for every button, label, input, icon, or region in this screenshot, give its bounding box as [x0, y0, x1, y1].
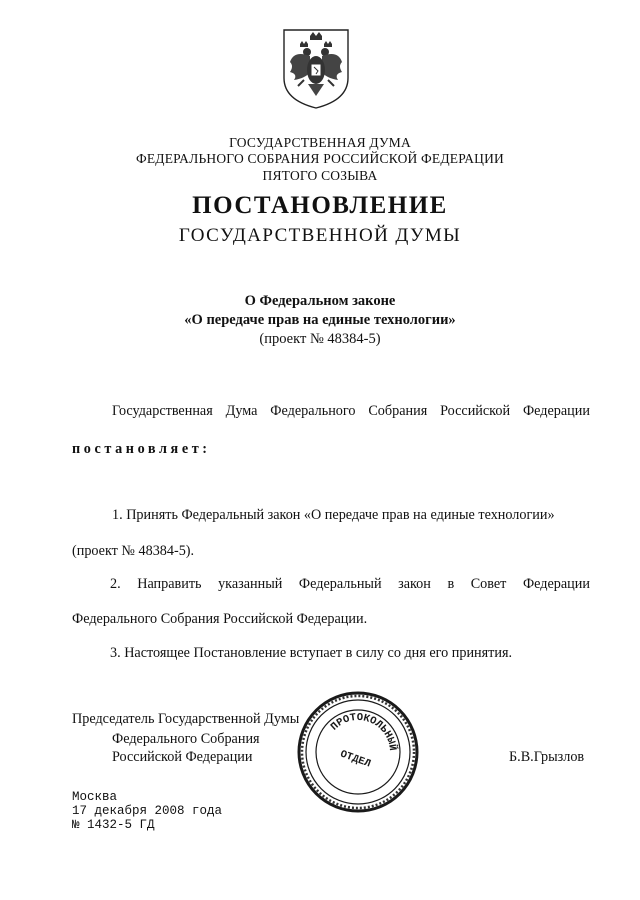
issuer-line-2: ФЕДЕРАЛЬНОГО СОБРАНИЯ РОССИЙСКОЙ ФЕДЕРАЦИИ	[136, 151, 504, 166]
signatory-title-line-2: Федерального Собрания	[112, 731, 260, 747]
preamble-word: Дума	[225, 403, 258, 419]
item-2-word: Направить	[137, 576, 202, 592]
item-2-word: в	[447, 576, 455, 592]
preamble-word: Федерального	[270, 403, 356, 419]
preamble-word: Государственная	[112, 403, 213, 419]
law-title-line-1: О Федеральном законе	[244, 293, 396, 309]
official-stamp	[296, 690, 420, 814]
law-title-line-2: «О передаче прав на единые технологии»	[184, 312, 456, 328]
footer-number: № 1432-5 ГД	[72, 818, 155, 832]
item-3: 3. Настоящее Постановление вступает в силу со дня его принятия.	[110, 645, 513, 661]
signatory-title-line-3: Российской Федерации	[112, 749, 253, 765]
preamble-word: Собрания	[368, 403, 428, 419]
item-2-line-1	[110, 576, 590, 593]
item-2-word: указанный	[218, 576, 283, 592]
signatory-title-line-1: Председатель Государственной Думы	[72, 711, 300, 727]
item-2-word: Федеральный	[298, 576, 382, 592]
item-1-line-1: 1. Принять Федеральный закон «О передаче прав на единые технологии»	[112, 507, 555, 523]
item-2-line-2: Федерального Собрания Российской Федерации.	[72, 611, 368, 627]
law-project-number: (проект № 48384-5)	[259, 331, 381, 347]
item-1-line-2: (проект № 48384-5).	[72, 543, 195, 559]
item-2-word: 2.	[110, 576, 121, 592]
footer-city: Москва	[72, 790, 118, 804]
document-subtitle: ГОСУДАРСТВЕННОЙ ДУМЫ	[178, 225, 462, 246]
item-2-word: Совет	[470, 576, 507, 592]
preamble-word: Российской	[440, 403, 511, 419]
issuer-line-3: ПЯТОГО СОЗЫВА	[262, 168, 378, 183]
preamble-word: Федерации	[522, 403, 590, 419]
item-2-word: закон	[398, 576, 431, 592]
document-title: ПОСТАНОВЛЕНИЕ	[192, 192, 448, 219]
item-2-word: Федерации	[522, 576, 590, 592]
issuer-line-1: ГОСУДАРСТВЕННАЯ ДУМА	[229, 135, 411, 150]
preamble	[112, 403, 590, 420]
stamp-text-top: ПРОТОКОЛЬНЫЙ	[328, 711, 399, 752]
footer-date: 17 декабря 2008 года	[72, 804, 223, 818]
resolves-heading: постановляет:	[72, 441, 211, 457]
signatory-name: Б.В.Грызлов	[509, 749, 585, 765]
russian-coat-of-arms-icon	[280, 26, 352, 110]
stamp-text-center: ОТДЕЛ	[338, 748, 373, 771]
